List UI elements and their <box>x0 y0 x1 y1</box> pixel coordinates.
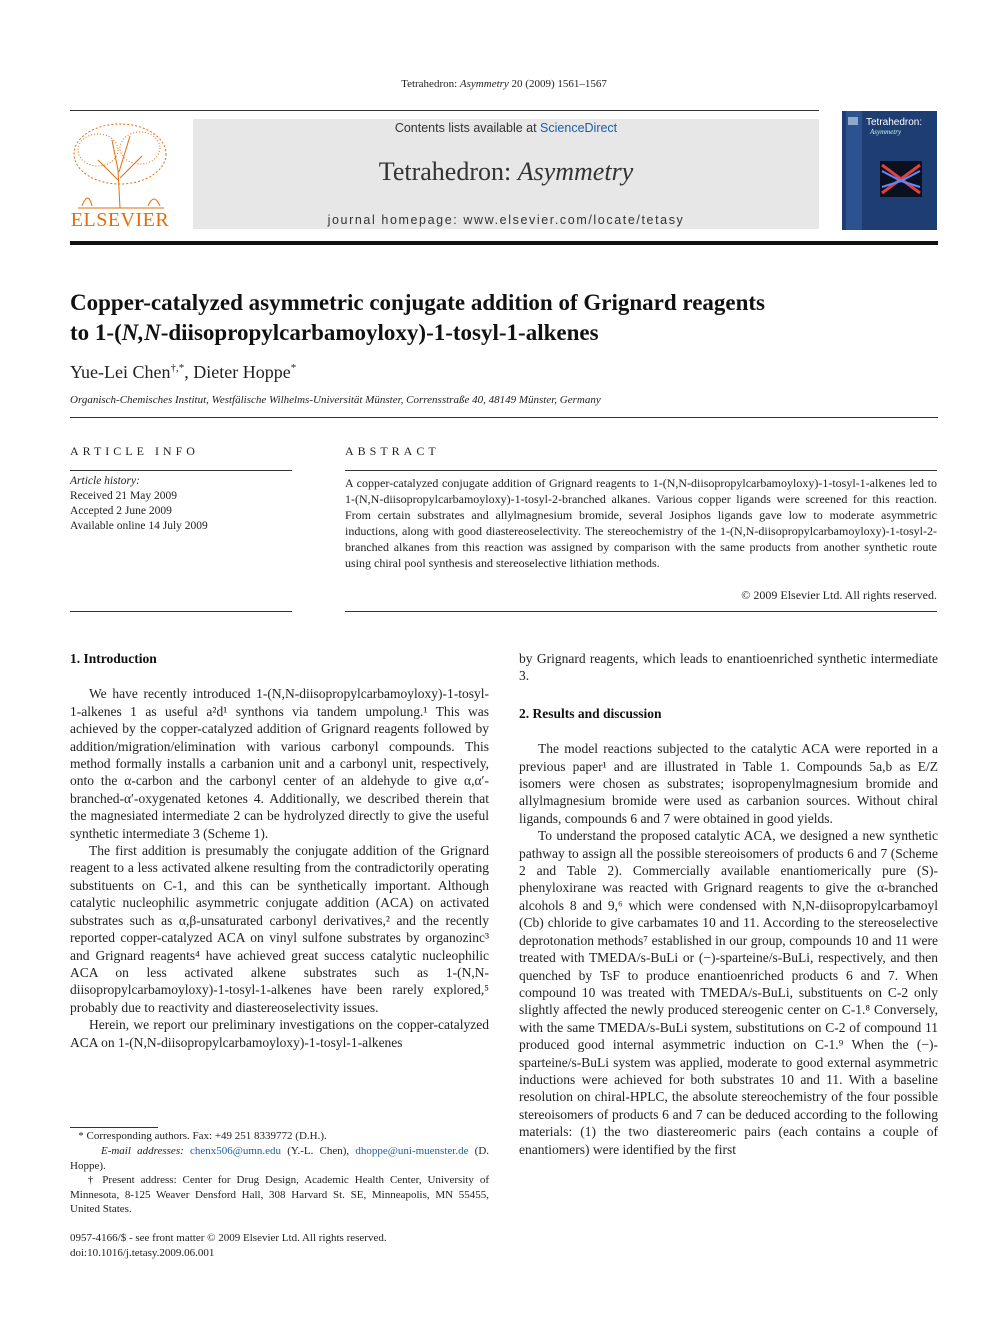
cover-graphic-icon <box>880 161 922 197</box>
cover-strip-icon <box>846 111 862 230</box>
footnote-rule <box>70 1127 158 1128</box>
abstract-copyright: © 2009 Elsevier Ltd. All rights reserved. <box>741 588 937 602</box>
footnote-emails: E-mail addresses: chenx506@umn.edu (Y.-L. Chen), dhoppe@uni-muenster.de (D. Hoppe). <box>70 1145 490 1172</box>
results-paragraph-2: To understand the proposed catalytic ACA, we designed a new synthetic pathway to assign all the possible stereoisomers of products 6 and 7 (Scheme 2 and Table 2). Commercially available enantiomerically pure (S)-phenyloxirane was reacted with Grignard reagents to give the α-branched alcohols 8 and 9,⁶ which were condensed with N,N-diisopropylcarbamoyl (Cb) chloride to give carbamates 10 and 11. According to the stereoselective deprotonation methods⁷ established in our group, compounds 10 and 11 were treated with TMEDA/s-BuLi or (−)-sparteine/s-BuLi, respectively, and then quenched by TsF to produce enantioenriched products 6 and 7. When compound 10 was treated with TMEDA/s-BuLi, substituents on C-2 only slightly affected the newly produced stereogenic center on C-1.⁸ Conversely, with the same TMEDA/s-BuLi system, substitutions on C-2 of compound 11 produced good internal asymmetric induction on C-1.⁹ When the (−)-sparteine/s-BuLi system was applied, moderate to good external asymmetric inductions were achieved for both substrates 10 and 11. With a baseline resolution on chiral-HPLC, the absolute stereochemistry of the four possible stereoisomers of products 6 and 7 can be deduced according to the following materials: (1) the two diastereomeric pairs (each contains a couple of enantiomers) were identified by the first <box>519 828 938 1157</box>
sciencedirect-link[interactable]: ScienceDirect <box>540 121 618 135</box>
journal-citation: Tetrahedron: Asymmetry 20 (2009) 1561–1567 <box>401 78 607 90</box>
intro-paragraph-1: We have recently introduced 1-(N,N-diisopropylcarbamoyloxy)-1-tosyl-1-alkenes 1 as useful a²d¹ synthons via tandem umpolung.¹ This was achieved by the copper-catalyzed addition of Grignard reagents followed by addition/migration/elimination with various carbonyl compounds. This method formally installs a carbanion unit and a carbonyl unit, respectively, onto the α-carbon and the carbonyl center of an aldehyde to give α,α′-branched-α′-oxygenated ketones 4. Additionally, we described therein that the magnesiated intermediate 2 can be hydrolyzed directly to give the useful synthetic intermediate 3 (Scheme 1). <box>70 686 489 841</box>
intro-paragraph-2: The first addition is presumably the conjugate addition of the Grignard reagent to a less activated alkene resulting from the contradictorily operating substituents on C-1, and this can be synthetically important. Although catalytic nucleophilic asymmetric conjugate addition (ACA) on activated substrates such as α,β-unsaturated carbonyl derivatives,² and the recently reported copper-catalyzed ACA on vinyl sulfone substrates by organozinc³ and Grignard reagents⁴ have achieved great success catalytic nucleophilic ACA on less activated alkene substrates such as 1-(N,N-diisopropylcarbamoyloxy)-1-tosyl-1-alkenes have been rarely explored,⁵ probably due to reactivity and diastereoselectivity issues. <box>70 843 489 1015</box>
article-info-rule-bottom <box>70 611 292 612</box>
cover-title: Tetrahedron: <box>866 117 923 128</box>
journal-homepage[interactable]: journal homepage: www.elsevier.com/locate/tetasy <box>327 213 685 227</box>
contents-line: Contents lists available at ScienceDirect <box>394 121 618 135</box>
results-heading: 2. Results and discussion <box>519 705 662 721</box>
article-title: Copper-catalyzed asymmetric conjugate addition of Grignard reagents to 1-(N,N-diisopropylcarbamoyloxy)-1-tosyl-1-alkenes <box>70 290 766 345</box>
header-divider <box>70 110 819 111</box>
intro-continuation: by Grignard reagents, which leads to enantioenriched synthetic intermediate 3. <box>519 651 938 684</box>
article-history: Article history: Received 21 May 2009 Accepted 2 June 2009 Available online 14 July 2009 <box>70 475 208 532</box>
header-thick-rule <box>70 241 938 245</box>
results-paragraph-1: The model reactions subjected to the catalytic ACA were reported in a previous paper¹ and are illustrated in Table 1. Compounds 5a,b as E/Z isomers were chosen as substrates; isopropenylmagnesium bromide and allylmagnesium bromide were used as carbanion sources. Without chiral ligands, compounds 6 and 7 were obtained in good yields. <box>519 741 938 826</box>
affiliation-divider <box>70 417 938 418</box>
footnote-present-address: † Present address: Center for Drug Design, Academic Health Center, University of Minnesota, 8-125 Weaver Densford Hall, 308 Harvard St. SE, Minneapolis, MN 55455, United States. <box>70 1174 489 1215</box>
issn-doi: 0957-4166/$ - see front matter © 2009 Elsevier Ltd. All rights reserved. doi:10.1016/j.tetasy.2009.06.001 <box>70 1232 387 1259</box>
email-link-chen[interactable]: chenx506@umn.edu <box>189 1145 282 1157</box>
elsevier-wordmark: ELSEVIER <box>70 209 170 231</box>
abstract-rule-top <box>345 470 937 471</box>
article-info-rule-top <box>70 470 292 471</box>
cover-subtitle: Asymmetry <box>870 128 902 136</box>
affiliation: Organisch-Chemisches Institut, Westfälische Wilhelms-Universität Münster, Corrensstraße 40, 48149 Münster, Germany <box>70 394 601 406</box>
abstract-text: A copper-catalyzed conjugate addition of Grignard reagents to 1-(N,N-diisopropylcarbamoyloxy)-1-tosyl-1-alkenes led to 1-(N,N-diisopropylcarbamoyloxy)-1-tosyl-2-branched alkanes. Various copper ligands were screened for this reaction. From certain substrates and allylmagnesium bromide, several Josiphos ligands gave low to moderate asymmetric inductions, along with good diastereoselectivity. The stereochemistry of the 1-(N,N-diisopropylcarbamoyloxy)-1-tosyl-2-branched alkanes from this reaction was assigned by comparison with the same products from another synthetic route using chiral pool synthesis and stereoselective lithiation methods. <box>345 476 937 570</box>
abstract-heading: ABSTRACT <box>345 444 440 458</box>
email-link-hoppe[interactable]: dhoppe@uni-muenster.de <box>355 1145 469 1157</box>
footnote-corresponding: * Corresponding authors. Fax: +49 251 8339772 (D.H.). <box>70 1130 327 1142</box>
tree-icon <box>68 120 172 210</box>
journal-banner <box>193 119 819 229</box>
left-column <box>70 650 489 1051</box>
intro-heading: 1. Introduction <box>70 651 157 666</box>
authors: Yue-Lei Chen†,*, Dieter Hoppe* <box>70 362 297 382</box>
right-column <box>519 650 938 1158</box>
elsevier-logo <box>68 120 172 232</box>
journal-title: Tetrahedron: Asymmetry <box>378 157 634 186</box>
intro-paragraph-3: Herein, we report our preliminary investigations on the copper-catalyzed ACA on 1-(N,N-diisopropylcarbamoyloxy)-1-tosyl-1-alkenes <box>70 1017 489 1050</box>
journal-cover <box>842 111 937 230</box>
article-info-heading: ARTICLE INFO <box>70 444 199 458</box>
abstract-rule-bottom <box>345 611 937 612</box>
